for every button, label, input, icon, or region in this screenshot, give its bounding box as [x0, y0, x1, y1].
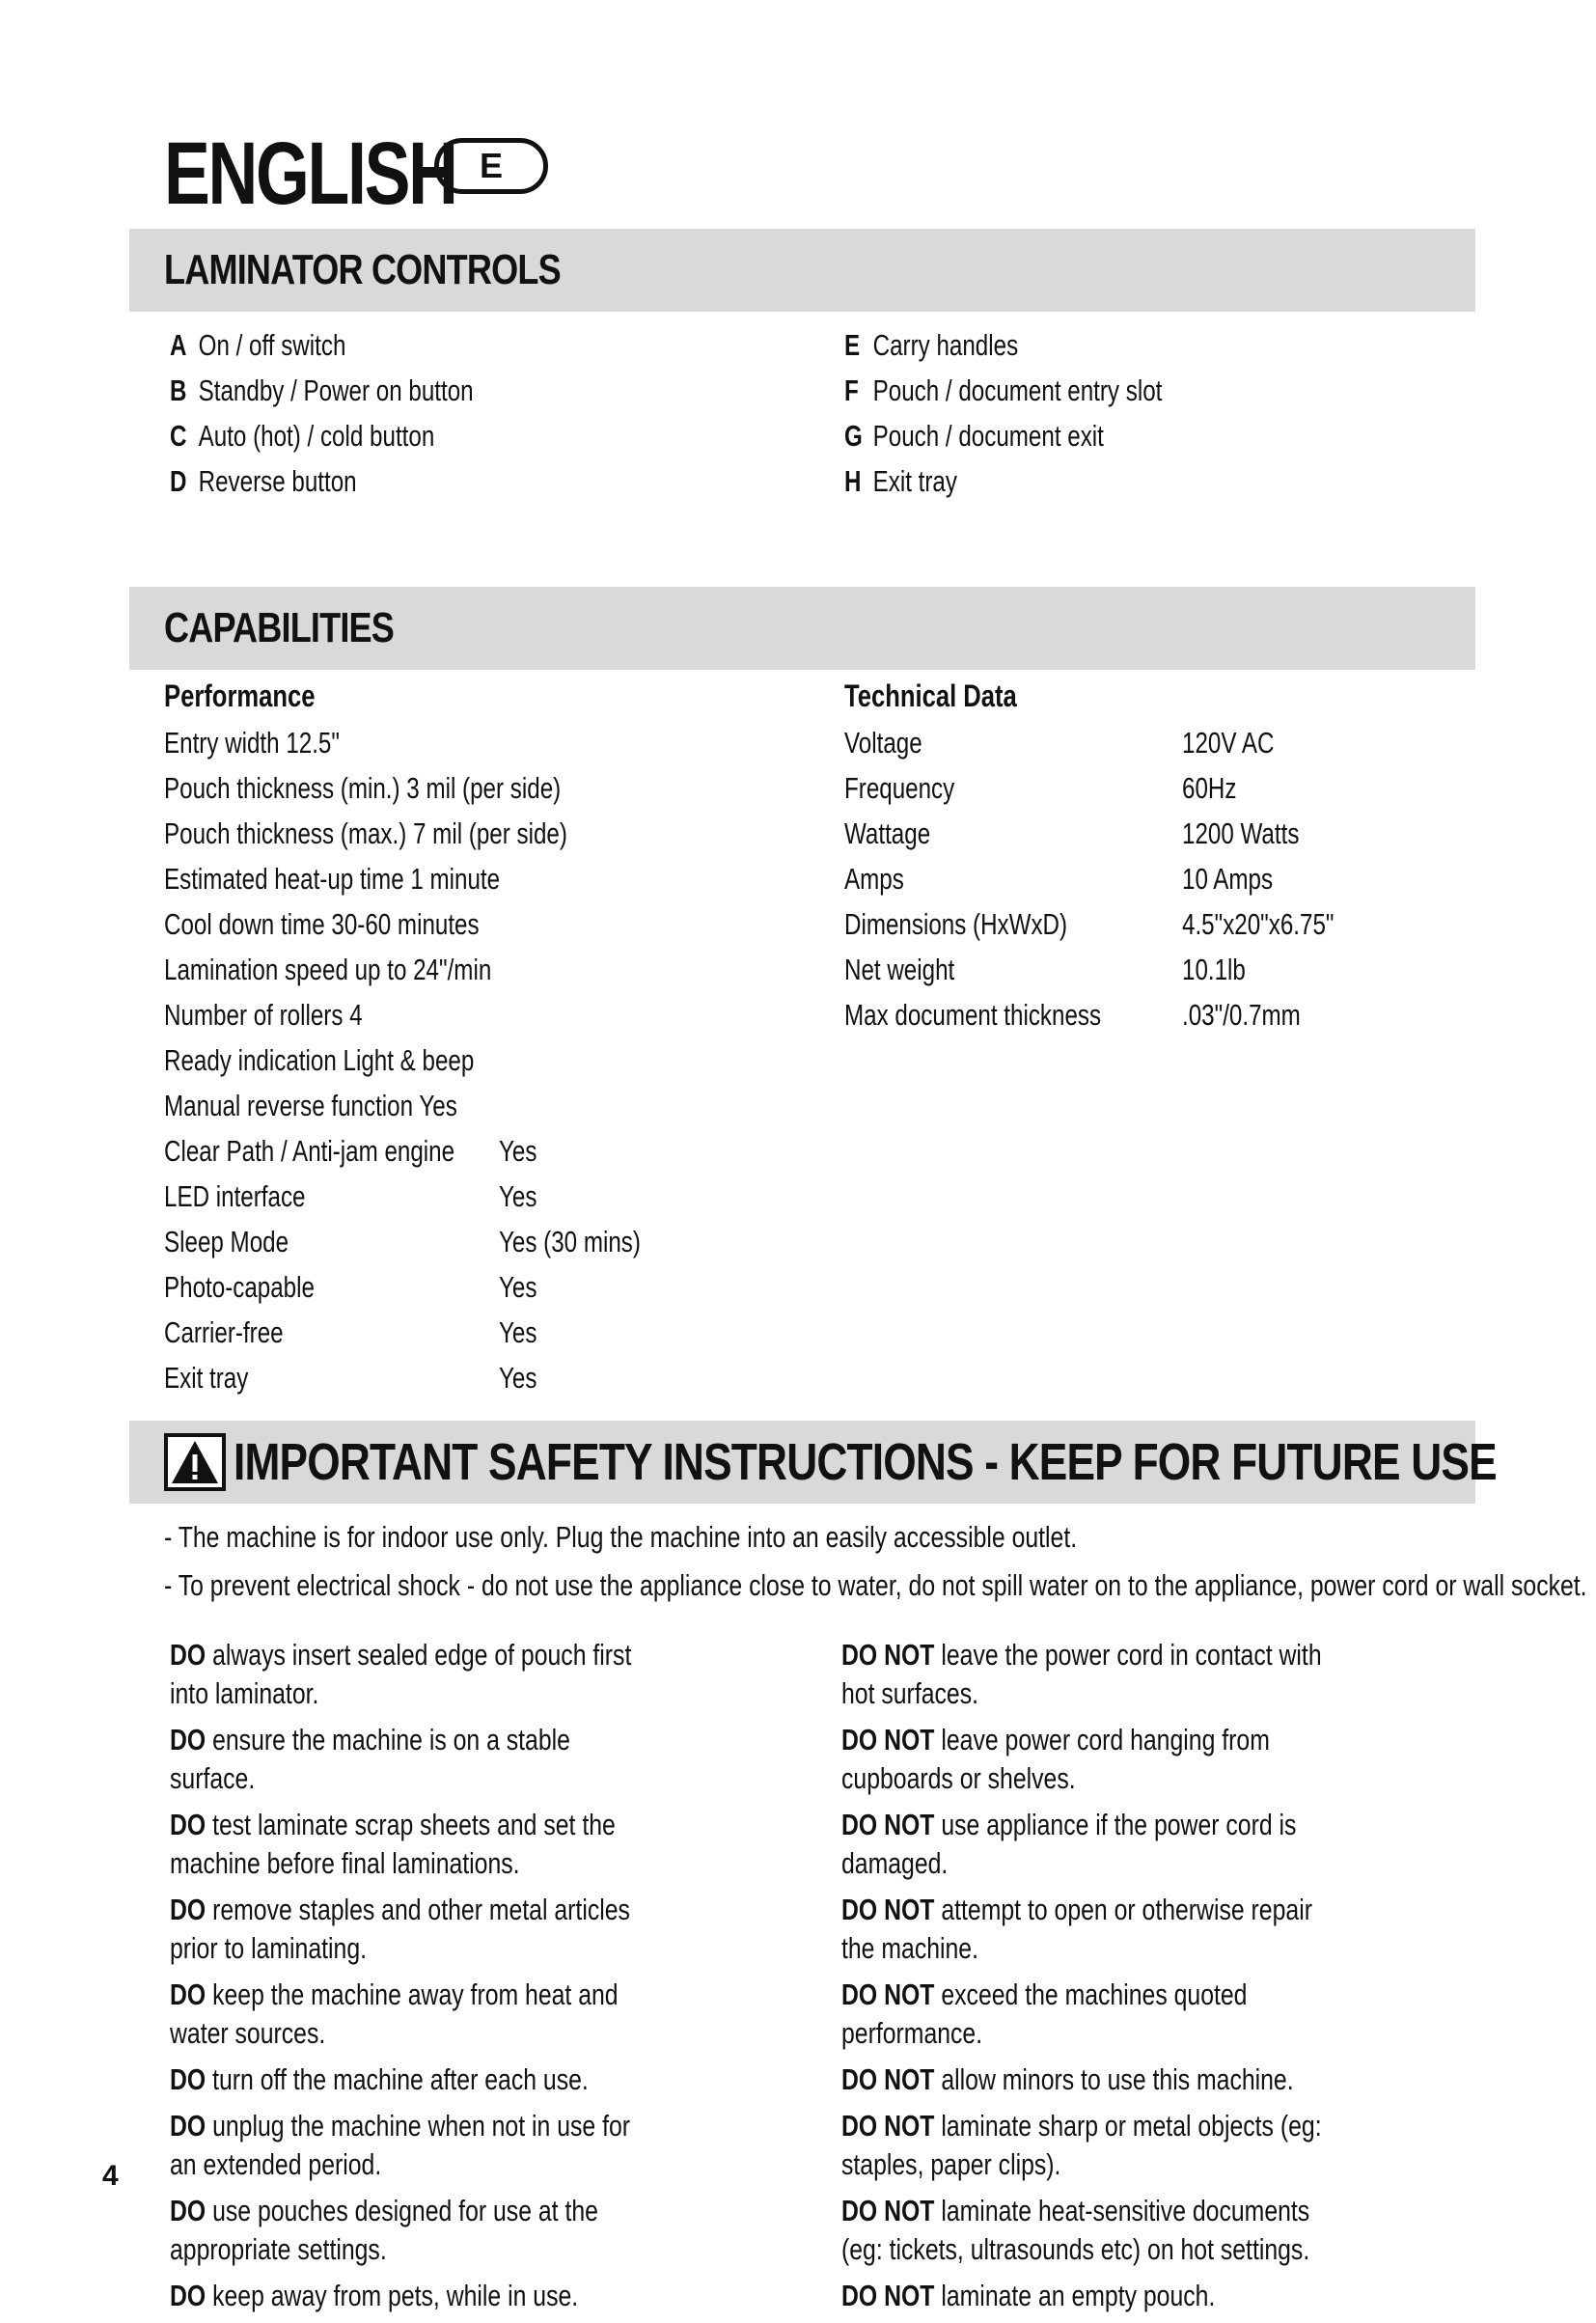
technical-row: Wattage 1200 Watts [844, 816, 1300, 850]
safety-heading-bar [129, 1421, 1497, 1504]
do-item: DO keep away from pets, while in use. [170, 2279, 579, 2312]
feature-row: LED interface Yes [164, 1179, 537, 1213]
do-item: DO always insert sealed edge of pouch first into laminator. [170, 1638, 632, 1710]
language-badge: E [434, 138, 548, 194]
performance-item: Pouch thickness (max.) 7 mil (per side) [164, 816, 567, 850]
warning-icon [164, 1433, 226, 1491]
do-not-item: DO NOT leave power cord hanging from cupboards or shelves. [841, 1723, 1270, 1795]
control-item: D Reverse button [170, 464, 357, 498]
page-number: 4 [102, 2160, 119, 2192]
do-not-item: DO NOT laminate sharp or metal objects (eg: staples, paper clips). [841, 2109, 1322, 2181]
capabilities-heading-bar [129, 587, 1475, 670]
technical-row: Net weight 10.1lb [844, 953, 1246, 986]
do-not-item: DO NOT leave the power cord in contact with hot surfaces. [841, 1638, 1322, 1710]
do-not-item: DO NOT laminate heat-sensitive documents (eg: tickets, ultrasounds etc) on hot settings. [841, 2194, 1310, 2266]
do-list [170, 1636, 845, 2323]
control-item: B Standby / Power on button [170, 373, 474, 407]
control-item: G Pouch / document exit [844, 419, 1104, 453]
do-item: DO remove staples and other metal articles prior to laminating. [170, 1893, 630, 1965]
performance-item: Number of rollers 4 [164, 998, 363, 1032]
safety-intro-line: - To prevent electrical shock - do not use the appliance close to water, do not spill water on to the appliance, power cord or wall socket. [164, 1568, 1587, 1602]
feature-row: Clear Path / Anti-jam engine Yes [164, 1134, 537, 1168]
do-item: DO use pouches designed for use at the appropriate settings. [170, 2194, 598, 2266]
feature-row: Carrier-free Yes [164, 1315, 537, 1349]
performance-item: Estimated heat-up time 1 minute [164, 862, 501, 896]
do-not-item: DO NOT attempt to open or otherwise repair the machine. [841, 1893, 1312, 1965]
technical-title: Technical Data [844, 678, 1017, 713]
technical-row: Amps 10 Amps [844, 862, 1274, 896]
performance-title: Performance [164, 678, 316, 713]
performance-list [164, 672, 782, 1400]
do-not-list [841, 1636, 1478, 2323]
performance-item: Lamination speed up to 24"/min [164, 953, 492, 986]
performance-item: Ready indication Light & beep [164, 1043, 475, 1077]
safety-intro-line: - The machine is for indoor use only. Plug the machine into an easily accessible outlet. [164, 1520, 1078, 1554]
controls-right-list [844, 322, 1252, 504]
technical-row: Max document thickness .03"/0.7mm [844, 998, 1301, 1032]
do-item: DO keep the machine away from heat and water sources. [170, 1977, 619, 2050]
do-item: DO turn off the machine after each use. [170, 2062, 589, 2096]
performance-item: Pouch thickness (min.) 3 mil (per side) [164, 771, 562, 805]
do-not-item: DO NOT use appliance if the power cord is damaged. [841, 1808, 1297, 1880]
feature-row: Photo-capable Yes [164, 1270, 537, 1304]
controls-heading: LAMINATOR CONTROLS [164, 246, 561, 293]
control-item: H Exit tray [844, 464, 957, 498]
technical-row: Frequency 60Hz [844, 771, 1237, 805]
technical-row: Voltage 120V AC [844, 726, 1275, 760]
controls-heading-bar [129, 229, 1475, 312]
performance-item: Entry width 12.5" [164, 726, 340, 760]
control-item: F Pouch / document entry slot [844, 373, 1163, 407]
do-item: DO test laminate scrap sheets and set the machine before final laminations. [170, 1808, 616, 1880]
control-item: A On / off switch [170, 328, 346, 362]
do-not-item: DO NOT laminate an empty pouch. [841, 2279, 1216, 2312]
performance-item: Cool down time 30-60 minutes [164, 907, 480, 941]
page-title: ENGLISH [164, 124, 456, 223]
feature-row: Exit tray Yes [164, 1361, 537, 1395]
safety-intro [164, 1513, 1596, 1610]
do-item: DO unplug the machine when not in use for an extended period. [170, 2109, 631, 2181]
do-item: DO ensure the machine is on a stable surface. [170, 1723, 570, 1795]
do-not-item: DO NOT allow minors to use this machine. [841, 2062, 1294, 2096]
technical-data-list [844, 672, 1443, 1037]
do-not-item: DO NOT exceed the machines quoted performance. [841, 1977, 1248, 2050]
feature-row: Sleep Mode Yes (30 mins) [164, 1225, 641, 1258]
controls-left-list [170, 322, 559, 504]
control-item: E Carry handles [844, 328, 1019, 362]
technical-row: Dimensions (HxWxD) 4.5"x20"x6.75" [844, 907, 1335, 941]
performance-item: Manual reverse function Yes [164, 1089, 457, 1122]
control-item: C Auto (hot) / cold button [170, 419, 435, 453]
safety-heading: IMPORTANT SAFETY INSTRUCTIONS - KEEP FOR FUTURE USE [234, 1433, 1497, 1491]
capabilities-heading: CAPABILITIES [164, 604, 395, 651]
